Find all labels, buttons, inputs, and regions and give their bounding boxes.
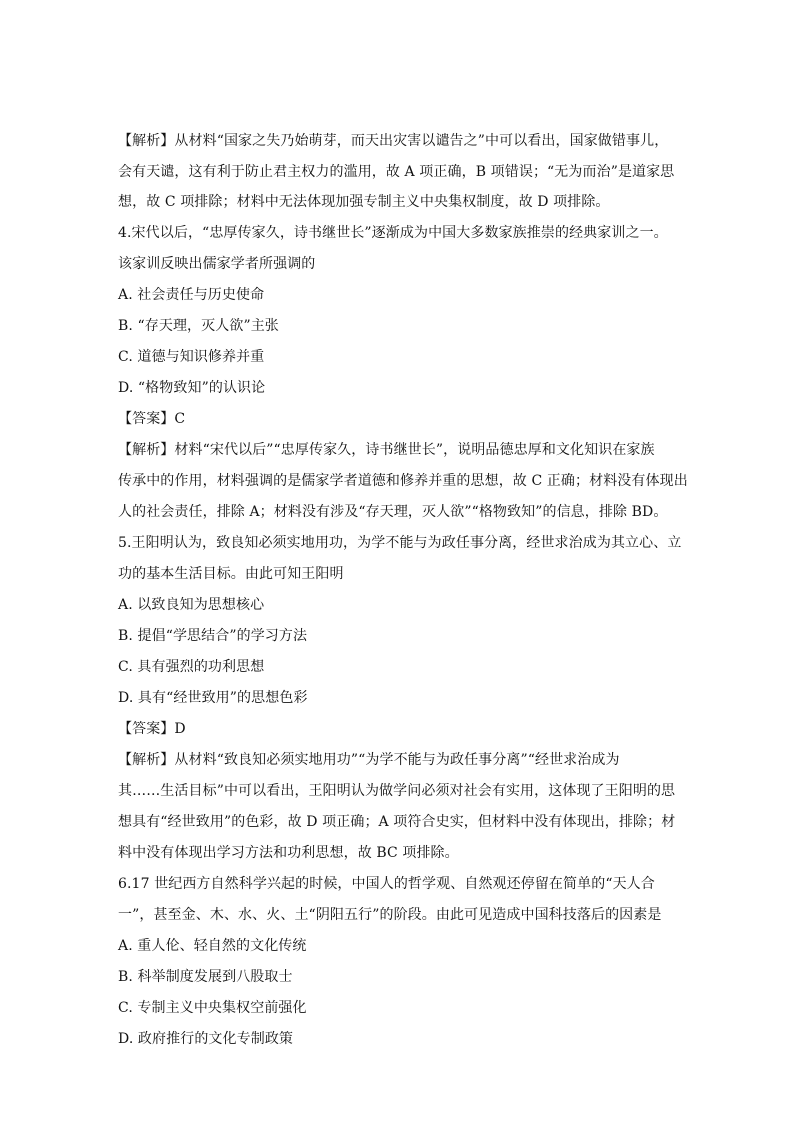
analysis-q3-line-1: 【解析】从材料“国家之失乃始萌芽，而天出灾害以谴告之”中可以看出，国家做错事儿， (118, 133, 669, 149)
question-6-option-b: B. 科举制度发展到八股取士 (118, 969, 293, 985)
question-5-option-b: B. 提倡“学思结合”的学习方法 (118, 628, 308, 644)
question-4-answer: 【答案】C (118, 411, 186, 427)
question-5-stem-line-1: 5.王阳明认为，致良知必须实地用功，为学不能与为政任事分离，经世求治成为其立心、立 (118, 535, 682, 551)
analysis-q4-line-3: 人的社会责任，排除 A；材料没有涉及“存天理，灭人欲”“格物致知”的信息，排除 BD。 (118, 504, 668, 520)
question-6-option-a: A. 重人伦、轻自然的文化传统 (118, 938, 307, 954)
analysis-q5-line-3: 想具有“经世致用”的色彩，故 D 项正确；A 项符合史实，但材料中没有体现出，排除；材 (118, 814, 676, 830)
analysis-q3-line-2: 会有天谴，这有利于防止君主权力的滥用，故 A 项正确，B 项错误；“无为而治”是道家思 (118, 164, 675, 180)
question-4-option-c: C. 道德与知识修养并重 (118, 349, 265, 365)
analysis-q5-line-4: 料中没有体现出学习方法和功利思想，故 BC 项排除。 (118, 845, 459, 861)
question-5-answer: 【答案】D (118, 721, 186, 737)
question-5-option-a: A. 以致良知为思想核心 (118, 597, 265, 613)
analysis-q3-line-3: 想，故 C 项排除；材料中无法体现加强专制主义中央集权制度，故 D 项排除。 (118, 194, 610, 210)
analysis-q4-line-2: 传承中的作用，材料强调的是儒家学者道德和修养并重的思想，故 C 正确；材料没有体现出 (118, 473, 688, 489)
question-4-stem-line-2: 该家训反映出儒家学者所强调的 (118, 256, 316, 272)
question-5-option-c: C. 具有强烈的功利思想 (118, 659, 265, 675)
question-6-stem-line-1: 6.17 世纪西方自然科学兴起的时候，中国人的哲学观、自然观还停留在简单的“天人合 (118, 876, 655, 892)
analysis-q5-line-2: 其……生活目标”中可以看出，王阳明认为做学问必须对社会有实用，这体现了王阳明的思 (118, 783, 676, 799)
question-4-option-d: D. “格物致知”的认识论 (118, 380, 266, 396)
question-6-option-c: C. 专制主义中央集权空前强化 (118, 1000, 307, 1016)
analysis-q4-line-1: 【解析】材料“宋代以后”“忠厚传家久，诗书继世长”，说明品德忠厚和文化知识在家族 (118, 442, 655, 458)
question-5-option-d: D. 具有“经世致用”的思想色彩 (118, 690, 308, 706)
question-6-option-d: D. 政府推行的文化专制政策 (118, 1031, 294, 1047)
analysis-q5-line-1: 【解析】从材料“致良知必须实地用功”“为学不能与为政任事分离”“经世求治成为 (118, 752, 620, 768)
question-4-stem-line-1: 4.宋代以后，“忠厚传家久，诗书继世长”逐渐成为中国大多数家族推崇的经典家训之一。 (118, 225, 668, 241)
question-4-option-b: B. “存天理，灭人欲”主张 (118, 318, 279, 334)
question-5-stem-line-2: 功的基本生活目标。由此可知王阳明 (118, 566, 344, 582)
question-6-stem-line-2: 一”，甚至金、木、水、火、土“阴阳五行”的阶段。由此可见造成中国科技落后的因素是 (118, 907, 662, 923)
question-4-option-a: A. 社会责任与历史使命 (118, 287, 265, 303)
